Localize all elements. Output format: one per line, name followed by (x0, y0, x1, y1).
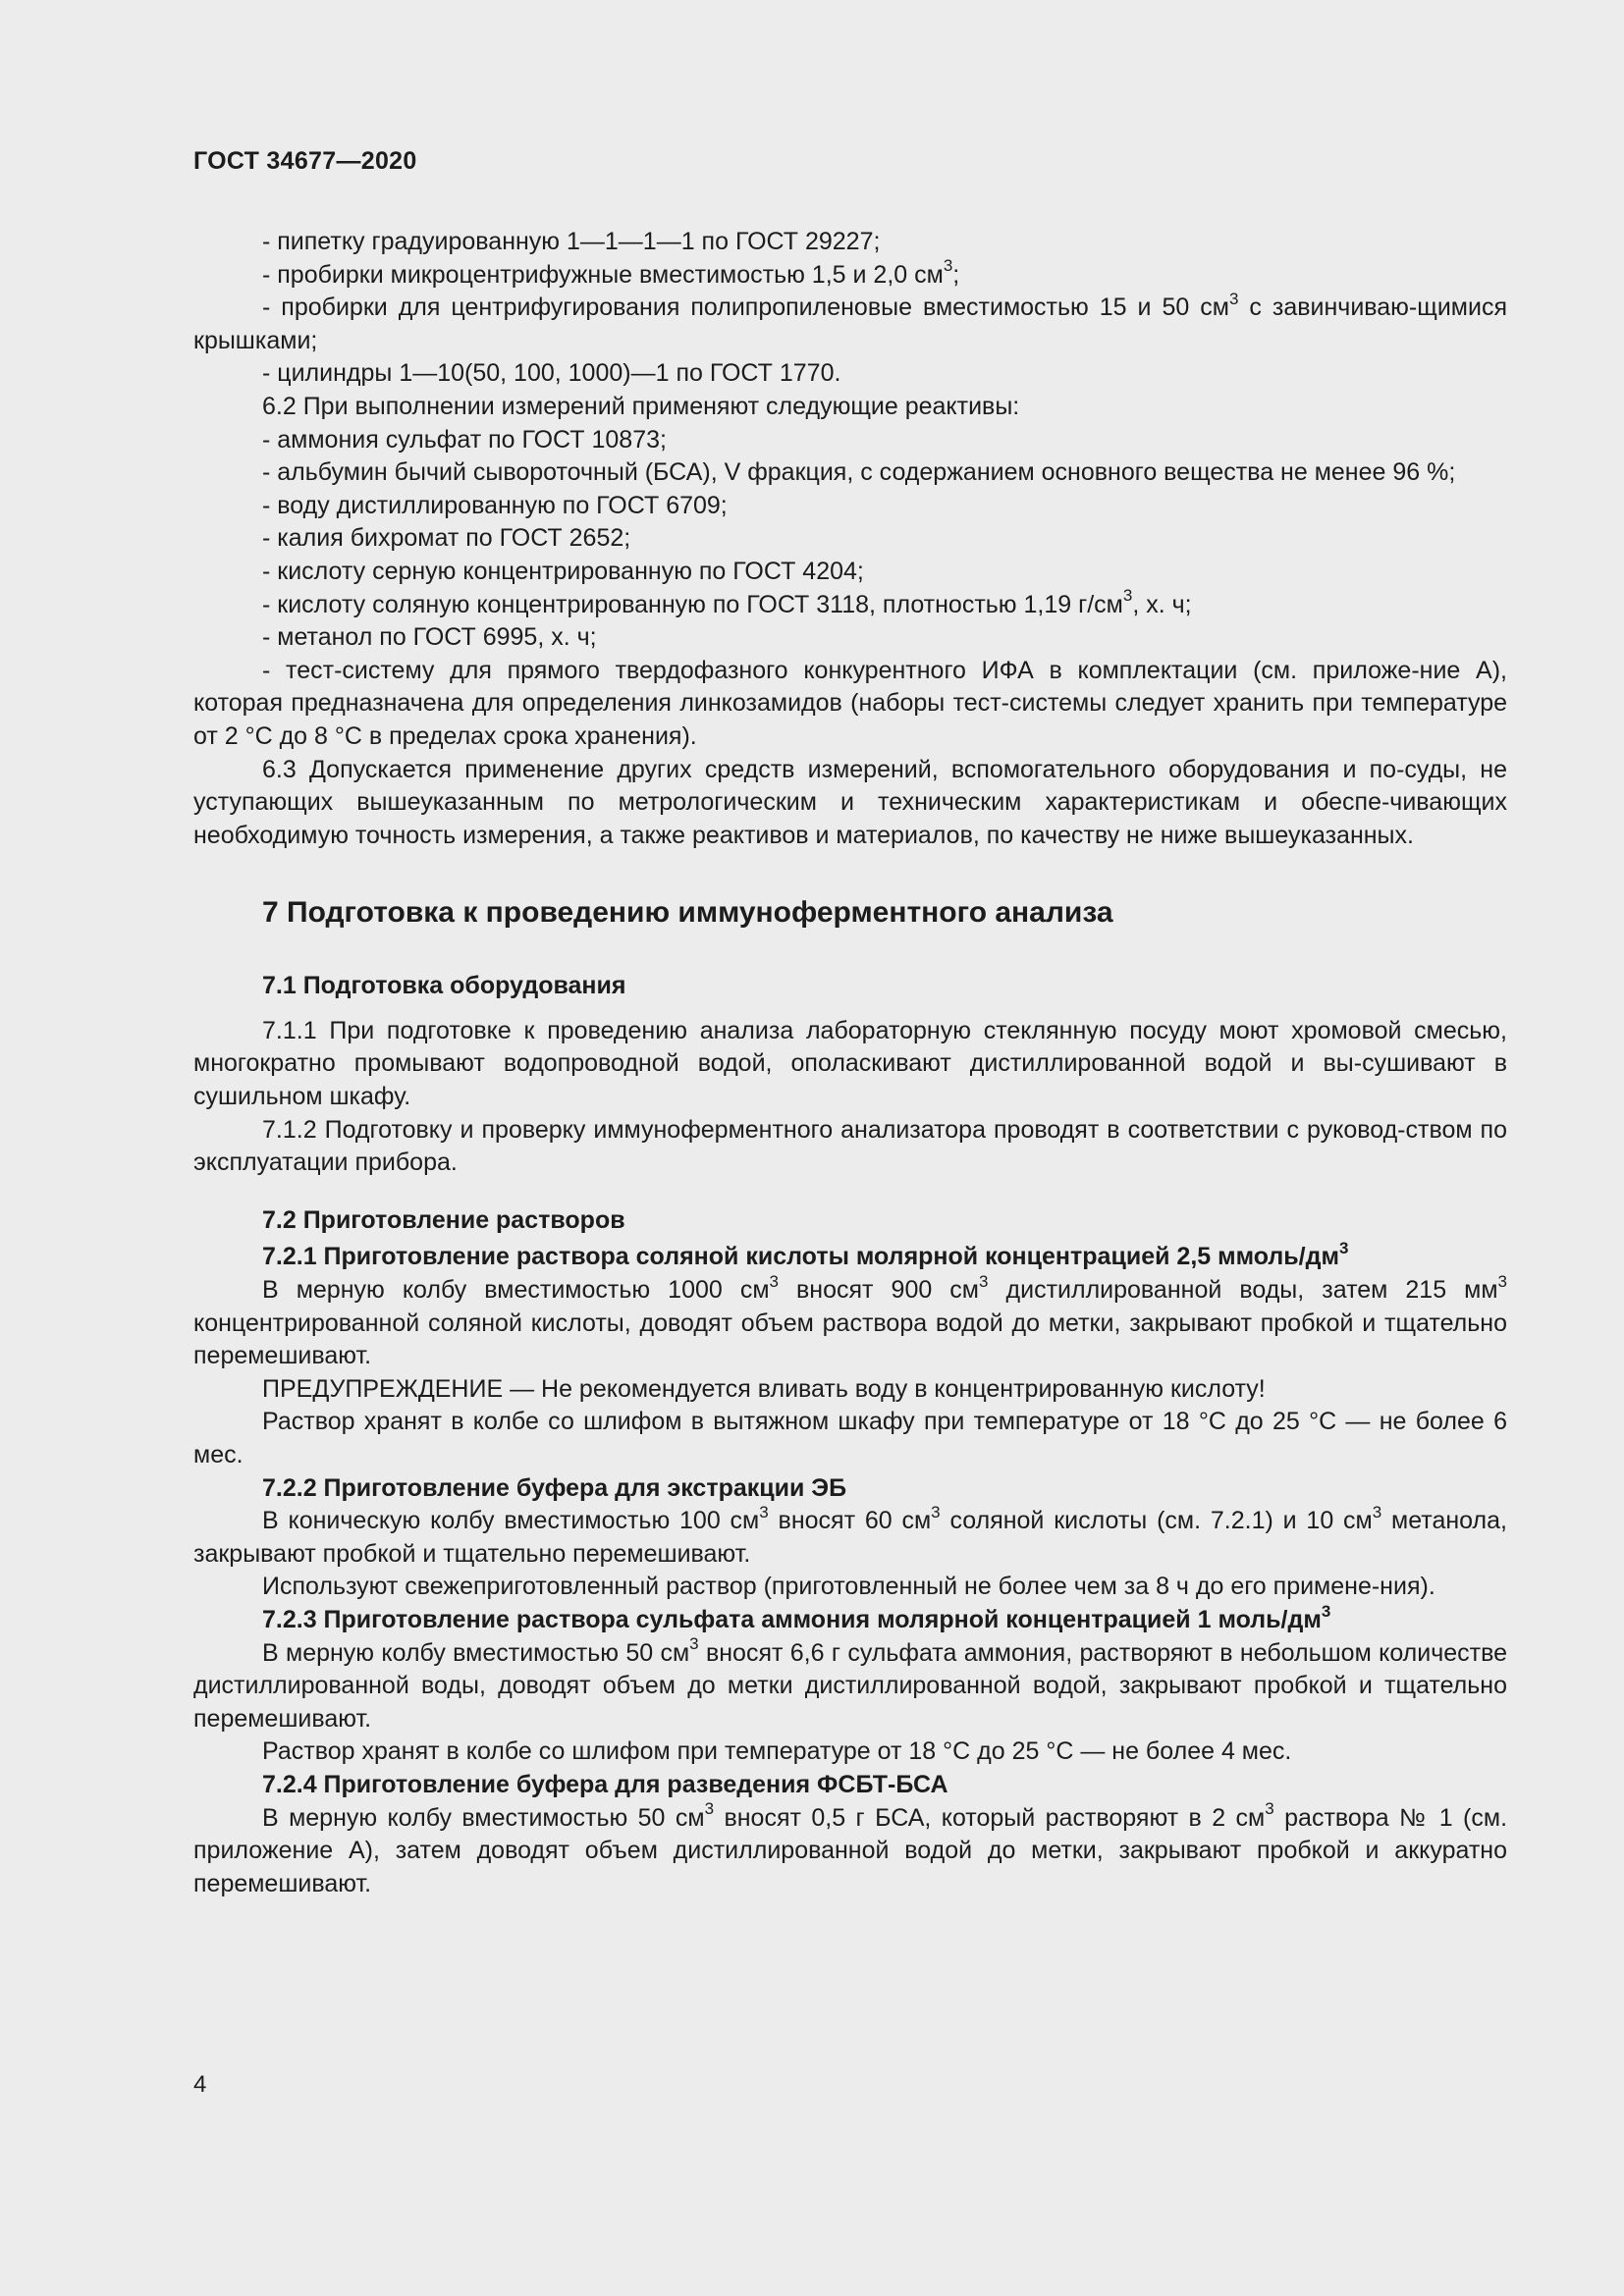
paragraph: - аммония сульфат по ГОСТ 10873; (262, 425, 667, 454)
document-header-id: ГОСТ 34677—2020 (193, 147, 417, 175)
subsection-heading: 7.2.4 Приготовление буфера для разведения ФСБТ-БСА (262, 1770, 948, 1798)
paragraph: В коническую колбу вместимостью 100 $см^3$ вносят 60 $см^3$ соляной кислоты (см. 7.2.1) и 10 $см^3$ метанола, закрывают пробкой и тщательно перемешивают. (193, 1502, 1507, 1568)
paragraph: В мерную колбу вместимостью 50 $см^3$ вносят 0,5 г БСА, который растворяют в 2 $см^3$ раствора № 1 (см. приложение А), затем доводят объем дистиллированной водой до метки, закрывают пробкой и аккуратно перемешивают. (193, 1799, 1508, 1897)
subsection-heading: 7.2.3 Приготовление раствора сульфата аммония молярной концентрацией 1 моль/$дм^3$ (262, 1601, 1331, 1633)
paragraph: Используют свежеприготовленный раствор (приготовленный не более чем за 8 ч до его примене-ния). (262, 1573, 1435, 1601)
page-number: 4 (193, 2071, 207, 2098)
paragraph: 7.1.2 Подготовку и проверку иммуноферментного анализатора проводят в соответствии с руковод-ством по эксплуатации прибора. (193, 1115, 1507, 1177)
paragraph: Раствор хранят в колбе со шлифом при температуре от 18 °С до 25 °С — не более 4 мес. (262, 1737, 1292, 1766)
paragraph: - воду дистиллированную по ГОСТ 6709; (262, 491, 728, 519)
paragraph: - цилиндры 1—10(50, 100, 1000)—1 по ГОСТ 1770. (262, 359, 841, 388)
paragraph: - тест-систему для прямого твердофазного конкурентного ИФА в комплектации (см. приложе-ние А), которая предназначена для определения линкозамидов (наборы тест-системы следует хранить при температуре от 2 °С до 8 °С в пределах срока хранения). (193, 656, 1507, 750)
paragraph: - метанол по ГОСТ 6995, х. ч; (262, 623, 597, 652)
paragraph: - калия бихромат по ГОСТ 2652; (262, 524, 631, 553)
paragraph: 7.1.1 При подготовке к проведению анализа лабораторную стеклянную посуду моют хромовой смесью, многократно промывают водопроводной водой, ополаскивают дистиллированной водой и вы-сушивают в сушильном шкафу. (193, 1016, 1507, 1111)
paragraph: ПРЕДУПРЕЖДЕНИЕ — Не рекомендуется вливать воду в концентрированную кислоту! (262, 1374, 1266, 1403)
subsection-heading: 7.1 Подготовка оборудования (262, 972, 626, 1000)
paragraph: В мерную колбу вместимостью 1000 $см^3$ вносят 900 $см^3$ дистиллированной воды, затем 215 $мм^3$ концентрированной соляной кислоты, доводят объем раствора водой до метки, закрывают пробкой и тщательно перемешивают. (193, 1271, 1507, 1370)
paragraph: - кислоту соляную концентрированную по ГОСТ 3118, плотностью 1,19 $г/см^3$, х. ч; (262, 586, 1192, 618)
paragraph: - пробирки микроцентрифужные вместимостью 1,5 и 2,0 $см^3$; (262, 256, 960, 289)
paragraph: - альбумин бычий сывороточный (БСА), V фракция, с содержанием основного вещества не менее 96 %; (262, 458, 1456, 487)
section-heading: 7 Подготовка к проведению иммуноферментного анализа (262, 896, 1113, 930)
paragraph: - кислоту серную концентрированную по ГОСТ 4204; (262, 557, 864, 585)
document-body (193, 226, 1507, 1900)
paragraph: - пипетку градуированную 1—1—1—1 по ГОСТ 29227; (262, 228, 881, 255)
paragraph: - пробирки для центрифугирования полипропиленовые вместимостью 15 и 50 $см^3$ с завинчиваю-щимися крышками; (193, 289, 1507, 354)
paragraph: 6.3 Допускается применение других средств измерений, вспомогательного оборудования и по-суды, не уступающих вышеуказанным по метрологическим и техническим характеристикам и обеспе-чивающих необходимую точность измерения, а также реактивов и материалов, по качеству не ниже вышеуказанных. (193, 755, 1507, 849)
paragraph: В мерную колбу вместимостью 50 $см^3$ вносят 6,6 г сульфата аммония, растворяют в небольшом количестве дистиллированной воды, доводят объем до метки дистиллированной водой, закрывают пробкой и тщательно перемешивают. (193, 1634, 1508, 1733)
paragraph: Раствор хранят в колбе со шлифом в вытяжном шкафу при температуре от 18 °С до 25 °С — не более 6 мес. (193, 1408, 1507, 1468)
subsection-heading: 7.2 Приготовление растворов (262, 1205, 625, 1234)
subsection-heading: 7.2.2 Приготовление буфера для экстракции ЭБ (262, 1473, 847, 1502)
paragraph: 6.2 При выполнении измерений применяют следующие реактивы: (262, 392, 1020, 420)
subsection-heading: 7.2.1 Приготовление раствора соляной кислоты молярной концентрацией 2,5 ммоль/$дм^3$ (262, 1239, 1349, 1271)
